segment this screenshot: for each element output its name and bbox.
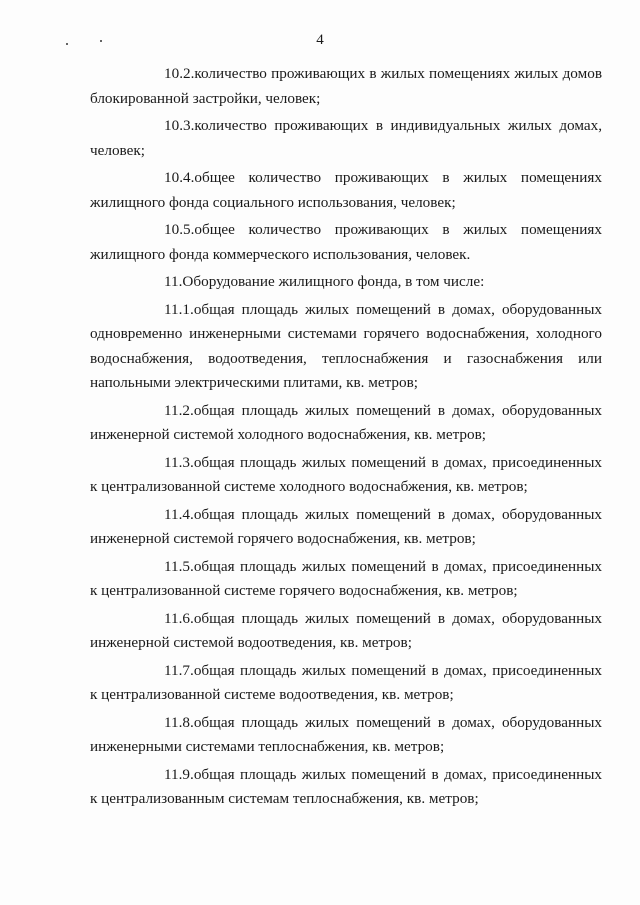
paragraph-11 <box>90 270 602 295</box>
item-text: Оборудование жилищного фонда, в том числе: <box>182 273 485 290</box>
paragraph-11-5 <box>90 555 602 604</box>
item-text: общая площадь жилых помещений в домах, оборудованных инженерной системой горячего водоснабжения, кв. метров; <box>90 505 602 547</box>
item-text: общее количество проживающих в жилых помещениях жилищного фонда социального использования, человек; <box>90 169 602 211</box>
item-number: 11.7. <box>164 661 194 679</box>
item-number: 10.2. <box>164 65 195 82</box>
paragraph-10-3 <box>90 114 602 163</box>
item-text: количество проживающих в индивидуальных жилых домах, человек; <box>90 117 602 159</box>
paragraph-11-7 <box>90 659 602 708</box>
item-text: общая площадь жилых помещений в домах, присоединенных к централизованной системе горячего водоснабжения, кв. метров; <box>90 557 602 599</box>
item-number: 11.3. <box>164 453 194 471</box>
item-number: 10.3. <box>164 117 195 134</box>
paragraph-11-6 <box>90 607 602 656</box>
item-text: общая площадь жилых помещений в домах, присоединенных к централизованной системе водоотведения, кв. метров; <box>90 661 602 703</box>
document-body <box>90 62 602 815</box>
paragraph-11-9 <box>90 763 602 812</box>
item-number: 11.9. <box>164 765 194 783</box>
paragraph-11-3 <box>90 451 602 500</box>
paragraph-11-1 <box>90 298 602 396</box>
item-text: общая площадь жилых помещений в домах, оборудованных инженерной системой водоотведения, кв. метров; <box>90 609 602 651</box>
item-number: 10.4. <box>164 169 195 186</box>
item-text: общее количество проживающих в жилых помещениях жилищного фонда коммерческого использования, человек. <box>90 221 602 263</box>
item-number: 10.5. <box>164 221 195 238</box>
item-number: 11.5. <box>164 557 194 575</box>
paragraph-11-4 <box>90 503 602 552</box>
item-text: общая площадь жилых помещений в домах, оборудованных одновременно инженерными системами горячего водоснабжения, холодного водоснабжения, водоотведения, теплоснабжения и газоснабжения или напольными электрическими плитами, кв. метров; <box>90 300 602 391</box>
item-number: 11.6. <box>164 609 194 627</box>
item-text: количество проживающих в жилых помещениях жилых домов блокированной застройки, человек; <box>90 65 602 107</box>
paragraph-10-4 <box>90 166 602 215</box>
item-text: общая площадь жилых помещений в домах, присоединенных к централизованным системам теплоснабжения, кв. метров; <box>90 765 602 807</box>
item-number: 11.2. <box>164 401 194 419</box>
paragraph-10-5 <box>90 218 602 267</box>
item-number: 11. <box>164 273 183 290</box>
page-number: 4 <box>316 32 324 48</box>
item-text: общая площадь жилых помещений в домах, оборудованных инженерной системой холодного водоснабжения, кв. метров; <box>90 401 602 443</box>
item-number: 11.8. <box>164 713 194 731</box>
item-number: 11.4. <box>164 505 194 523</box>
item-number: 11.1. <box>164 300 194 318</box>
item-text: общая площадь жилых помещений в домах, оборудованных инженерными системами теплоснабжения, кв. метров; <box>90 713 602 755</box>
paragraph-11-8 <box>90 711 602 760</box>
paragraph-11-2 <box>90 399 602 448</box>
paragraph-10-2 <box>90 62 602 111</box>
item-text: общая площадь жилых помещений в домах, присоединенных к централизованной системе холодного водоснабжения, кв. метров; <box>90 453 602 495</box>
